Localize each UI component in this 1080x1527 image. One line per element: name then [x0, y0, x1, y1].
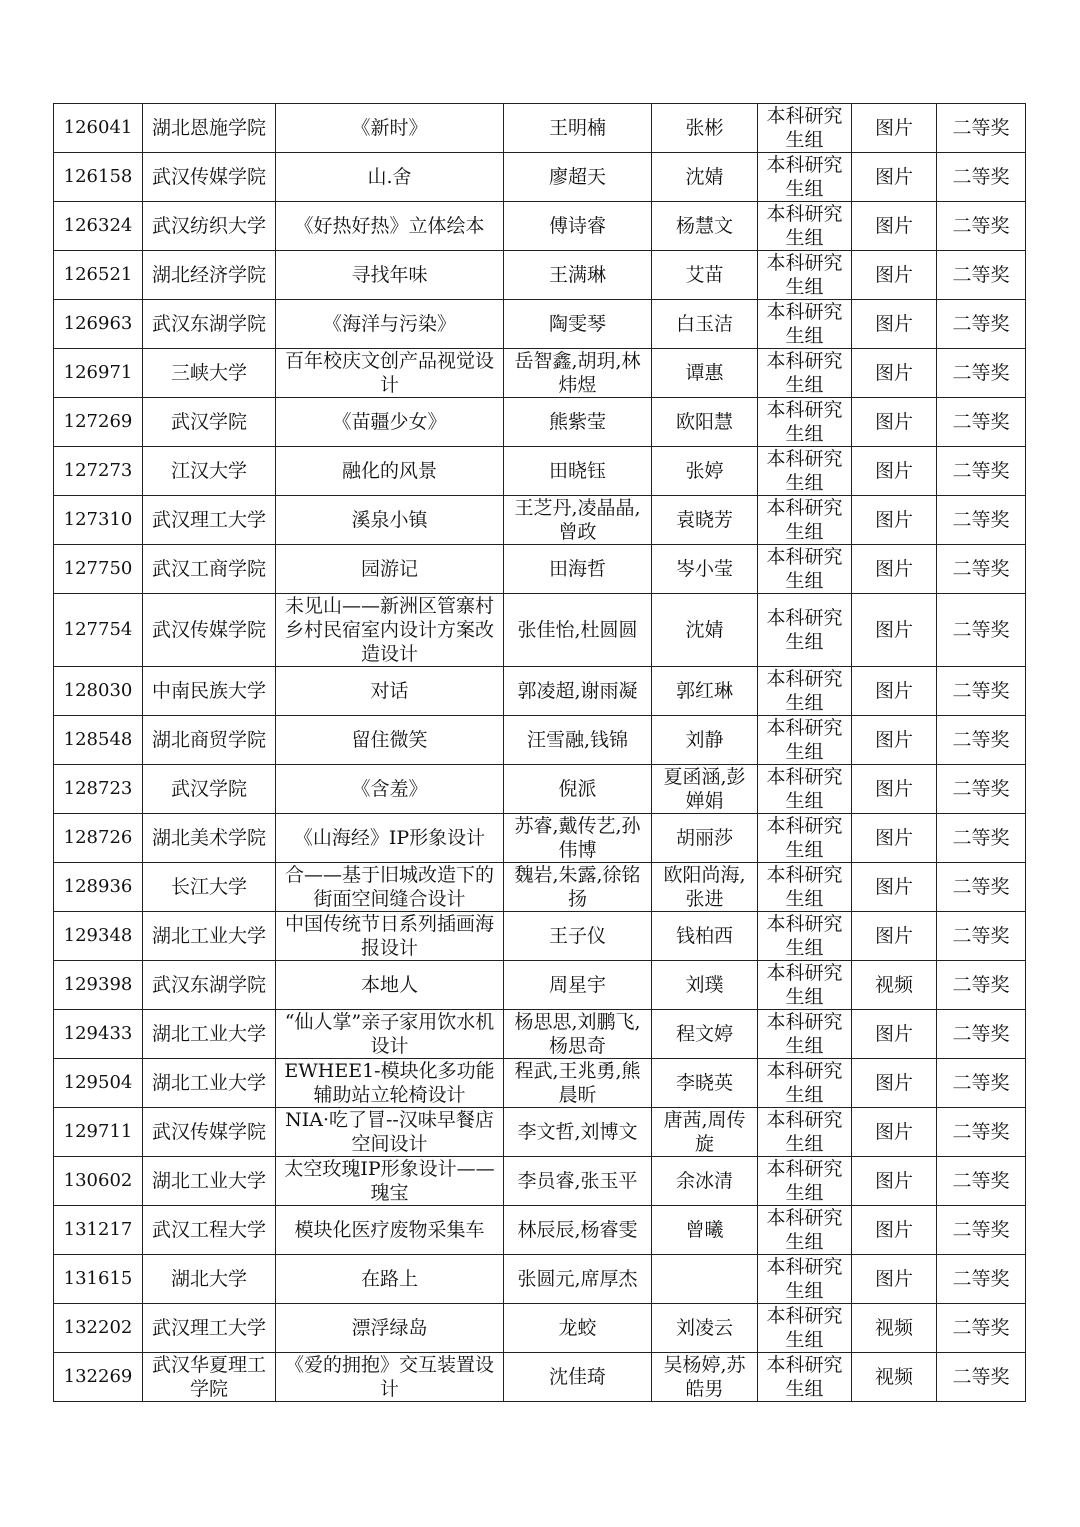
work-title-cell: “仙人掌”亲子家用饮水机设计 [276, 1010, 504, 1059]
school-cell: 武汉理工大学 [143, 1304, 276, 1353]
authors-cell: 杨思思,刘鹏飞,杨思奇 [504, 1010, 652, 1059]
entry-id-cell: 127750 [54, 545, 143, 594]
entry-id-cell: 126041 [54, 104, 143, 153]
authors-cell: 田晓钰 [504, 447, 652, 496]
group-cell: 本科研究生组 [758, 1304, 852, 1353]
group-cell: 本科研究生组 [758, 912, 852, 961]
award-table-body [54, 104, 1026, 1402]
advisor-cell: 李晓英 [652, 1059, 758, 1108]
category-cell: 图片 [852, 1157, 937, 1206]
category-cell: 图片 [852, 1255, 937, 1304]
advisor-cell: 刘静 [652, 716, 758, 765]
work-title-cell: 模块化医疗废物采集车 [276, 1206, 504, 1255]
table-row [54, 961, 1026, 1010]
authors-cell: 程武,王兆勇,熊晨昕 [504, 1059, 652, 1108]
entry-id-cell: 131217 [54, 1206, 143, 1255]
category-cell: 图片 [852, 863, 937, 912]
school-cell: 武汉东湖学院 [143, 300, 276, 349]
award-cell: 二等奖 [937, 153, 1026, 202]
category-cell: 图片 [852, 545, 937, 594]
authors-cell: 张圆元,席厚杰 [504, 1255, 652, 1304]
award-cell: 二等奖 [937, 667, 1026, 716]
school-cell: 湖北经济学院 [143, 251, 276, 300]
advisor-cell: 袁晓芳 [652, 496, 758, 545]
authors-cell: 熊紫莹 [504, 398, 652, 447]
group-cell: 本科研究生组 [758, 447, 852, 496]
school-cell: 武汉传媒学院 [143, 153, 276, 202]
authors-cell: 汪雪融,钱锦 [504, 716, 652, 765]
category-cell: 图片 [852, 202, 937, 251]
entry-id-cell: 129398 [54, 961, 143, 1010]
authors-cell: 陶雯琴 [504, 300, 652, 349]
school-cell: 湖北商贸学院 [143, 716, 276, 765]
award-table [53, 103, 1026, 1402]
group-cell: 本科研究生组 [758, 863, 852, 912]
advisor-cell: 谭惠 [652, 349, 758, 398]
table-row [54, 1059, 1026, 1108]
school-cell: 武汉理工大学 [143, 496, 276, 545]
award-cell: 二等奖 [937, 961, 1026, 1010]
authors-cell: 龙蛟 [504, 1304, 652, 1353]
work-title-cell: 在路上 [276, 1255, 504, 1304]
work-title-cell: EWHEE1-模块化多功能辅助站立轮椅设计 [276, 1059, 504, 1108]
advisor-cell [652, 1255, 758, 1304]
group-cell: 本科研究生组 [758, 765, 852, 814]
work-title-cell: 百年校庆文创产品视觉设计 [276, 349, 504, 398]
advisor-cell: 胡丽莎 [652, 814, 758, 863]
award-cell: 二等奖 [937, 447, 1026, 496]
entry-id-cell: 129711 [54, 1108, 143, 1157]
category-cell: 图片 [852, 251, 937, 300]
advisor-cell: 沈婧 [652, 594, 758, 667]
authors-cell: 岳智鑫,胡玥,林炜煜 [504, 349, 652, 398]
table-row [54, 153, 1026, 202]
group-cell: 本科研究生组 [758, 1206, 852, 1255]
authors-cell: 王子仪 [504, 912, 652, 961]
group-cell: 本科研究生组 [758, 1157, 852, 1206]
authors-cell: 王明楠 [504, 104, 652, 153]
category-cell: 图片 [852, 300, 937, 349]
school-cell: 武汉学院 [143, 765, 276, 814]
work-title-cell: 中国传统节日系列插画海报设计 [276, 912, 504, 961]
award-cell: 二等奖 [937, 251, 1026, 300]
advisor-cell: 曾曦 [652, 1206, 758, 1255]
category-cell: 图片 [852, 594, 937, 667]
work-title-cell: NIA·吃了冒--汉味早餐店空间设计 [276, 1108, 504, 1157]
authors-cell: 周星宇 [504, 961, 652, 1010]
advisor-cell: 余冰清 [652, 1157, 758, 1206]
authors-cell: 郭凌超,谢雨凝 [504, 667, 652, 716]
school-cell: 江汉大学 [143, 447, 276, 496]
authors-cell: 沈佳琦 [504, 1353, 652, 1402]
group-cell: 本科研究生组 [758, 398, 852, 447]
category-cell: 图片 [852, 716, 937, 765]
award-cell: 二等奖 [937, 863, 1026, 912]
entry-id-cell: 127310 [54, 496, 143, 545]
table-row [54, 1353, 1026, 1402]
entry-id-cell: 127754 [54, 594, 143, 667]
category-cell: 图片 [852, 1059, 937, 1108]
advisor-cell: 唐茜,周传旋 [652, 1108, 758, 1157]
authors-cell: 廖超天 [504, 153, 652, 202]
school-cell: 武汉学院 [143, 398, 276, 447]
table-row [54, 349, 1026, 398]
table-row [54, 202, 1026, 251]
entry-id-cell: 127269 [54, 398, 143, 447]
advisor-cell: 沈婧 [652, 153, 758, 202]
advisor-cell: 张婷 [652, 447, 758, 496]
table-row [54, 1304, 1026, 1353]
group-cell: 本科研究生组 [758, 1108, 852, 1157]
advisor-cell: 夏函涵,彭婵娟 [652, 765, 758, 814]
entry-id-cell: 128723 [54, 765, 143, 814]
table-row [54, 300, 1026, 349]
school-cell: 湖北工业大学 [143, 1059, 276, 1108]
entry-id-cell: 130602 [54, 1157, 143, 1206]
group-cell: 本科研究生组 [758, 1010, 852, 1059]
category-cell: 图片 [852, 814, 937, 863]
category-cell: 图片 [852, 153, 937, 202]
table-row [54, 716, 1026, 765]
work-title-cell: 《新时》 [276, 104, 504, 153]
entry-id-cell: 126158 [54, 153, 143, 202]
school-cell: 三峡大学 [143, 349, 276, 398]
entry-id-cell: 128548 [54, 716, 143, 765]
school-cell: 湖北大学 [143, 1255, 276, 1304]
advisor-cell: 刘璞 [652, 961, 758, 1010]
advisor-cell: 欧阳尚海,张进 [652, 863, 758, 912]
category-cell: 视频 [852, 1304, 937, 1353]
authors-cell: 林辰辰,杨睿雯 [504, 1206, 652, 1255]
award-cell: 二等奖 [937, 104, 1026, 153]
school-cell: 中南民族大学 [143, 667, 276, 716]
authors-cell: 傅诗睿 [504, 202, 652, 251]
category-cell: 图片 [852, 496, 937, 545]
table-row [54, 104, 1026, 153]
table-row [54, 1206, 1026, 1255]
group-cell: 本科研究生组 [758, 1353, 852, 1402]
table-row [54, 1010, 1026, 1059]
work-title-cell: 《好热好热》立体绘本 [276, 202, 504, 251]
school-cell: 长江大学 [143, 863, 276, 912]
work-title-cell: 本地人 [276, 961, 504, 1010]
advisor-cell: 郭红琳 [652, 667, 758, 716]
group-cell: 本科研究生组 [758, 814, 852, 863]
work-title-cell: 溪泉小镇 [276, 496, 504, 545]
entry-id-cell: 128936 [54, 863, 143, 912]
authors-cell: 田海哲 [504, 545, 652, 594]
entry-id-cell: 127273 [54, 447, 143, 496]
group-cell: 本科研究生组 [758, 667, 852, 716]
work-title-cell: 未见山——新洲区管寨村乡村民宿室内设计方案改造设计 [276, 594, 504, 667]
category-cell: 视频 [852, 961, 937, 1010]
table-row [54, 912, 1026, 961]
school-cell: 湖北工业大学 [143, 1157, 276, 1206]
work-title-cell: 合——基于旧城改造下的街面空间缝合设计 [276, 863, 504, 912]
school-cell: 武汉传媒学院 [143, 594, 276, 667]
award-cell: 二等奖 [937, 594, 1026, 667]
advisor-cell: 刘凌云 [652, 1304, 758, 1353]
group-cell: 本科研究生组 [758, 545, 852, 594]
advisor-cell: 岑小莹 [652, 545, 758, 594]
advisor-cell: 张彬 [652, 104, 758, 153]
work-title-cell: 对话 [276, 667, 504, 716]
table-row [54, 251, 1026, 300]
category-cell: 图片 [852, 398, 937, 447]
award-cell: 二等奖 [937, 1108, 1026, 1157]
group-cell: 本科研究生组 [758, 1255, 852, 1304]
group-cell: 本科研究生组 [758, 594, 852, 667]
award-cell: 二等奖 [937, 545, 1026, 594]
award-cell: 二等奖 [937, 1157, 1026, 1206]
work-title-cell: 《海洋与污染》 [276, 300, 504, 349]
award-cell: 二等奖 [937, 1010, 1026, 1059]
table-row [54, 765, 1026, 814]
school-cell: 湖北恩施学院 [143, 104, 276, 153]
group-cell: 本科研究生组 [758, 251, 852, 300]
advisor-cell: 钱柏西 [652, 912, 758, 961]
group-cell: 本科研究生组 [758, 349, 852, 398]
entry-id-cell: 129433 [54, 1010, 143, 1059]
group-cell: 本科研究生组 [758, 1059, 852, 1108]
authors-cell: 王芝丹,凌晶晶,曾政 [504, 496, 652, 545]
category-cell: 视频 [852, 1353, 937, 1402]
group-cell: 本科研究生组 [758, 300, 852, 349]
table-row [54, 1108, 1026, 1157]
table-row [54, 594, 1026, 667]
award-cell: 二等奖 [937, 398, 1026, 447]
award-cell: 二等奖 [937, 912, 1026, 961]
authors-cell: 张佳怡,杜圆圆 [504, 594, 652, 667]
entry-id-cell: 126963 [54, 300, 143, 349]
group-cell: 本科研究生组 [758, 153, 852, 202]
table-row [54, 398, 1026, 447]
work-title-cell: 《山海经》IP形象设计 [276, 814, 504, 863]
work-title-cell: 漂浮绿岛 [276, 1304, 504, 1353]
school-cell: 武汉传媒学院 [143, 1108, 276, 1157]
advisor-cell: 白玉洁 [652, 300, 758, 349]
award-cell: 二等奖 [937, 716, 1026, 765]
work-title-cell: 寻找年味 [276, 251, 504, 300]
category-cell: 图片 [852, 667, 937, 716]
group-cell: 本科研究生组 [758, 716, 852, 765]
authors-cell: 李员睿,张玉平 [504, 1157, 652, 1206]
table-row [54, 496, 1026, 545]
advisor-cell: 程文婷 [652, 1010, 758, 1059]
work-title-cell: 山.舍 [276, 153, 504, 202]
advisor-cell: 杨慧文 [652, 202, 758, 251]
school-cell: 武汉纺织大学 [143, 202, 276, 251]
category-cell: 图片 [852, 765, 937, 814]
school-cell: 武汉东湖学院 [143, 961, 276, 1010]
advisor-cell: 欧阳慧 [652, 398, 758, 447]
award-cell: 二等奖 [937, 1255, 1026, 1304]
entry-id-cell: 129504 [54, 1059, 143, 1108]
entry-id-cell: 126324 [54, 202, 143, 251]
group-cell: 本科研究生组 [758, 961, 852, 1010]
award-cell: 二等奖 [937, 1353, 1026, 1402]
table-row [54, 667, 1026, 716]
authors-cell: 苏睿,戴传艺,孙伟博 [504, 814, 652, 863]
table-row [54, 814, 1026, 863]
school-cell: 武汉工商学院 [143, 545, 276, 594]
table-row [54, 447, 1026, 496]
award-cell: 二等奖 [937, 1304, 1026, 1353]
school-cell: 湖北美术学院 [143, 814, 276, 863]
group-cell: 本科研究生组 [758, 104, 852, 153]
table-row [54, 545, 1026, 594]
work-title-cell: 园游记 [276, 545, 504, 594]
award-cell: 二等奖 [937, 765, 1026, 814]
work-title-cell: 留住微笑 [276, 716, 504, 765]
award-cell: 二等奖 [937, 814, 1026, 863]
award-cell: 二等奖 [937, 349, 1026, 398]
award-cell: 二等奖 [937, 202, 1026, 251]
work-title-cell: 《苗疆少女》 [276, 398, 504, 447]
award-cell: 二等奖 [937, 1206, 1026, 1255]
authors-cell: 王满琳 [504, 251, 652, 300]
award-cell: 二等奖 [937, 496, 1026, 545]
category-cell: 图片 [852, 912, 937, 961]
work-title-cell: 《爱的拥抱》交互装置设计 [276, 1353, 504, 1402]
entry-id-cell: 126521 [54, 251, 143, 300]
work-title-cell: 太空玫瑰IP形象设计——瑰宝 [276, 1157, 504, 1206]
work-title-cell: 融化的风景 [276, 447, 504, 496]
category-cell: 图片 [852, 349, 937, 398]
school-cell: 湖北工业大学 [143, 1010, 276, 1059]
category-cell: 图片 [852, 1108, 937, 1157]
category-cell: 图片 [852, 1206, 937, 1255]
table-row [54, 863, 1026, 912]
category-cell: 图片 [852, 104, 937, 153]
group-cell: 本科研究生组 [758, 496, 852, 545]
school-cell: 武汉工程大学 [143, 1206, 276, 1255]
group-cell: 本科研究生组 [758, 202, 852, 251]
advisor-cell: 吴杨婷,苏皓男 [652, 1353, 758, 1402]
category-cell: 图片 [852, 447, 937, 496]
authors-cell: 魏岩,朱露,徐铭扬 [504, 863, 652, 912]
entry-id-cell: 132269 [54, 1353, 143, 1402]
authors-cell: 倪派 [504, 765, 652, 814]
authors-cell: 李文哲,刘博文 [504, 1108, 652, 1157]
award-cell: 二等奖 [937, 300, 1026, 349]
entry-id-cell: 128726 [54, 814, 143, 863]
school-cell: 湖北工业大学 [143, 912, 276, 961]
school-cell: 武汉华夏理工学院 [143, 1353, 276, 1402]
work-title-cell: 《含羞》 [276, 765, 504, 814]
award-cell: 二等奖 [937, 1059, 1026, 1108]
entry-id-cell: 126971 [54, 349, 143, 398]
table-row [54, 1255, 1026, 1304]
entry-id-cell: 129348 [54, 912, 143, 961]
table-row [54, 1157, 1026, 1206]
category-cell: 图片 [852, 1010, 937, 1059]
entry-id-cell: 131615 [54, 1255, 143, 1304]
entry-id-cell: 132202 [54, 1304, 143, 1353]
advisor-cell: 艾苗 [652, 251, 758, 300]
entry-id-cell: 128030 [54, 667, 143, 716]
